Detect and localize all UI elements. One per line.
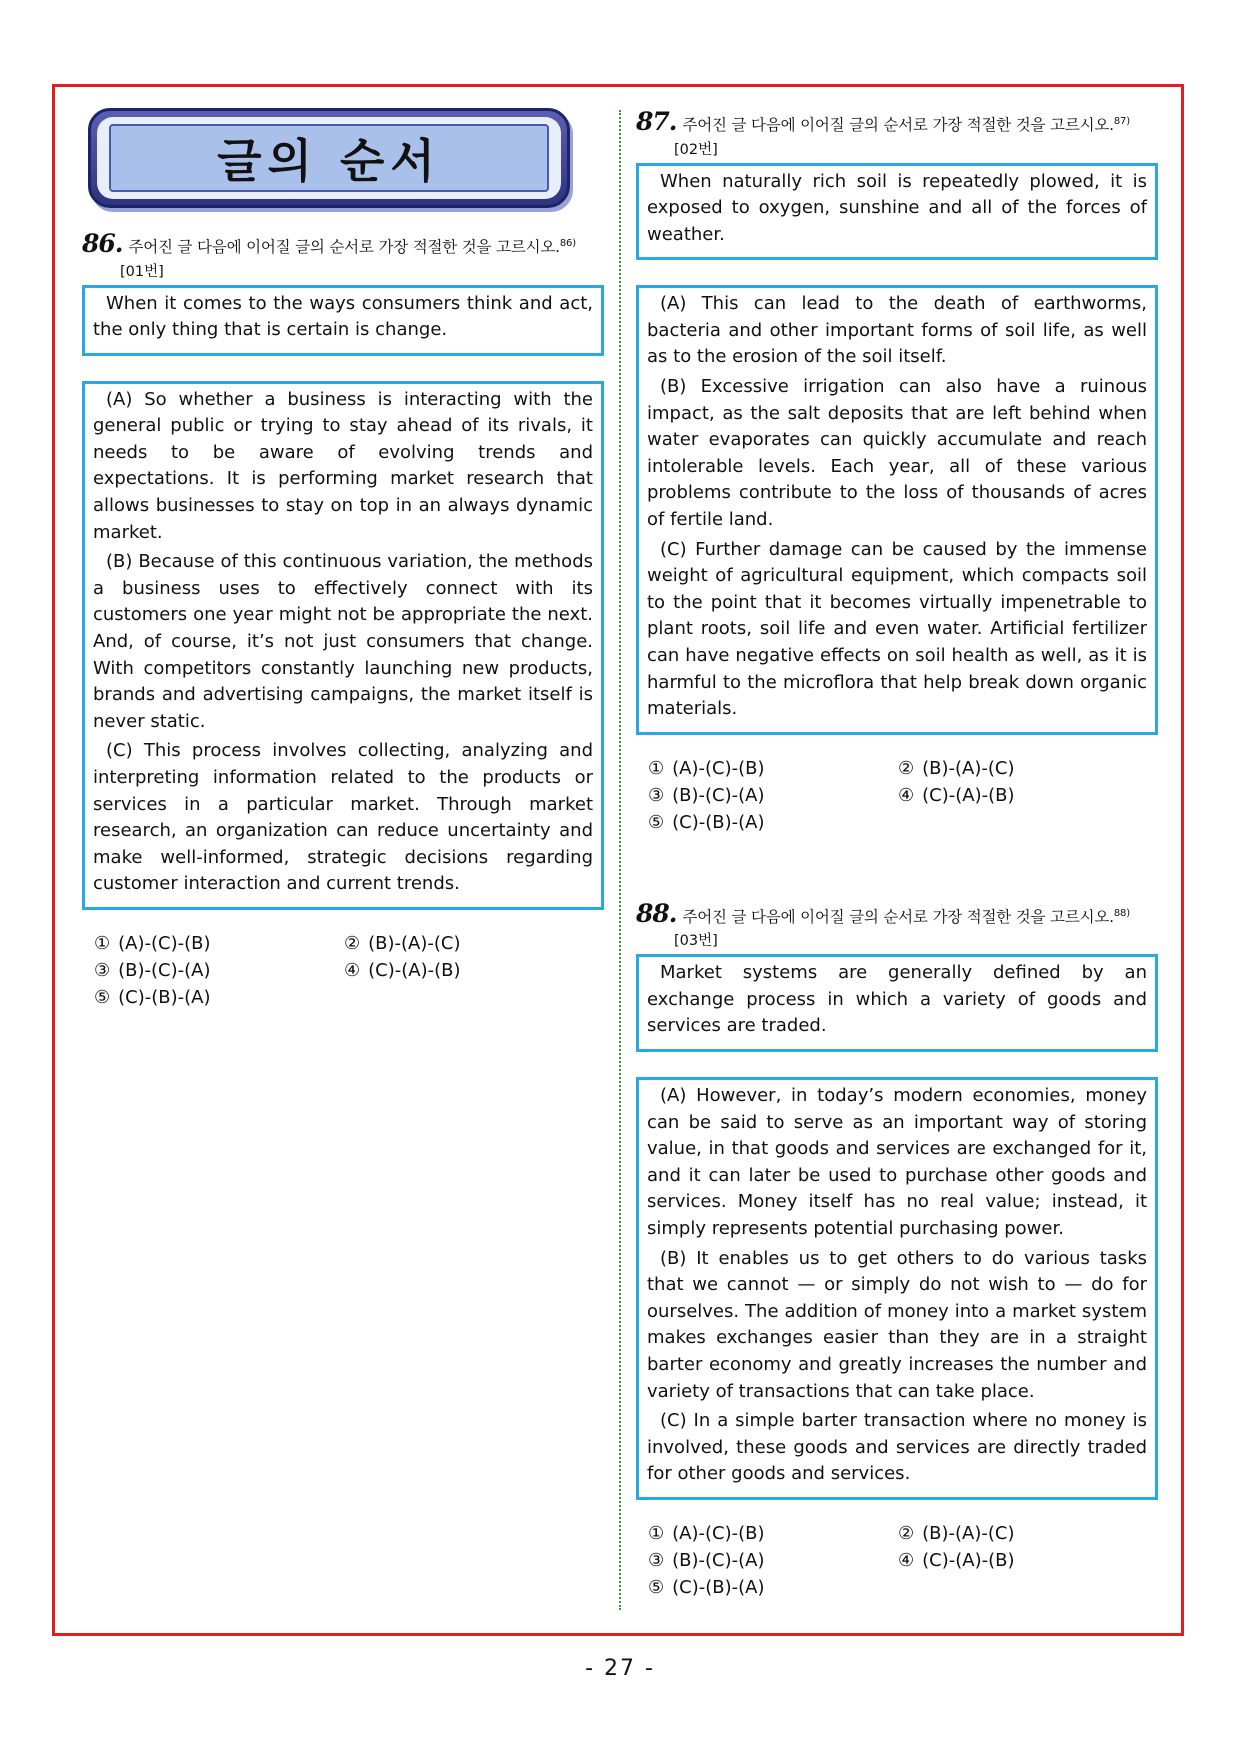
choice-5[interactable] <box>648 1574 898 1601</box>
choice-number: ⑤ <box>648 1576 665 1598</box>
column-divider <box>619 110 621 1610</box>
question-prompt <box>129 238 576 256</box>
footnote-ref: 88) <box>1113 907 1130 919</box>
question-header <box>636 900 1158 928</box>
choice-1[interactable] <box>648 755 898 782</box>
paragraph-c: (C) In a simple barter transaction where no money is involved, these goods and services are directly traded for other goods and services. <box>647 1410 1147 1485</box>
choice-text: (B)-(C)-(A) <box>672 1549 765 1571</box>
choice-number: ③ <box>94 959 111 981</box>
choice-number: ② <box>344 932 361 954</box>
choice-text: (A)-(C)-(B) <box>672 757 765 779</box>
choice-number: ③ <box>648 1549 665 1571</box>
choice-text: (C)-(A)-(B) <box>922 1549 1015 1571</box>
choice-number: ⑤ <box>94 986 111 1008</box>
choice-3[interactable] <box>648 782 898 809</box>
choice-number: ④ <box>344 959 361 981</box>
left-column <box>82 108 604 1011</box>
choice-5[interactable] <box>94 984 344 1011</box>
question-87 <box>636 108 1158 836</box>
answer-choices <box>636 1520 1158 1601</box>
prompt-text: 주어진 글 다음에 이어질 글의 순서로 가장 적절한 것을 고르시오. <box>682 907 1114 926</box>
given-text: Market systems are generally defined by an exchange process in which a variety of goods and services are traded. <box>647 962 1147 1037</box>
answer-choices <box>82 930 604 1011</box>
spacer <box>636 836 1158 900</box>
choice-text: (B)-(A)-(C) <box>922 1522 1015 1544</box>
choice-4[interactable] <box>344 957 594 984</box>
footnote-ref: 87) <box>1113 115 1130 127</box>
given-text-box <box>82 285 604 356</box>
choice-1[interactable] <box>648 1520 898 1547</box>
question-header <box>82 230 604 258</box>
choice-text: (C)-(B)-(A) <box>672 811 765 833</box>
page-number: - 27 - <box>585 1656 655 1681</box>
choice-number: ④ <box>898 1549 915 1571</box>
paragraphs-box <box>636 1077 1158 1500</box>
question-header <box>636 108 1158 136</box>
choice-4[interactable] <box>898 1547 1148 1574</box>
choice-number: ② <box>898 757 915 779</box>
given-text: When naturally rich soil is repeatedly plowed, it is exposed to oxygen, sunshine and all of the forces of weather. <box>647 170 1147 245</box>
section-title-inner <box>97 117 561 199</box>
choice-text: (B)-(A)-(C) <box>368 932 461 954</box>
question-prompt <box>683 116 1130 134</box>
choice-text: (A)-(C)-(B) <box>672 1522 765 1544</box>
paragraph-c: (C) This process involves collecting, analyzing and interpreting information related to the products or services in a particular market. Through market research, an organization can reduce uncertainty and make well-informed, strategic decisions regarding customer interaction and current trends. <box>93 740 593 895</box>
prompt-text: 주어진 글 다음에 이어질 글의 순서로 가장 적절한 것을 고르시오. <box>128 238 560 256</box>
choice-number: ① <box>648 1522 665 1544</box>
paragraph-a: (A) However, in today’s modern economies, money can be said to serve as an important way of storing value, in that goods and services are exchanged for it, and it can later be used to purchase other goods and services. Money itself has no real value; instead, it simply represents potential purchasing power. <box>647 1085 1147 1240</box>
choice-text: (B)-(C)-(A) <box>672 784 765 806</box>
paragraph-b: (B) Excessive irrigation can also have a ruinous impact, as the salt deposits that are left behind when water evaporates can quickly accumulate and reach intolerable levels. Each year, all of these various problems contribute to the loss of thousands of acres of fertile land. <box>647 376 1147 531</box>
choice-3[interactable] <box>94 957 344 984</box>
choice-2[interactable] <box>344 930 594 957</box>
paragraphs-box <box>82 381 604 910</box>
section-title-banner <box>88 108 570 208</box>
question-tag: [02번] <box>674 141 718 158</box>
paragraph-a: (A) This can lead to the death of earthworms, bacteria and other important forms of soil life, as well as to the erosion of the soil itself. <box>647 293 1147 368</box>
answer-choices <box>636 755 1158 836</box>
given-text-box <box>636 954 1158 1052</box>
prompt-text: 주어진 글 다음에 이어질 글의 순서로 가장 적절한 것을 고르시오. <box>682 116 1114 134</box>
choice-number: ① <box>648 757 665 779</box>
choice-number: ⑤ <box>648 811 665 833</box>
choice-text: (C)-(B)-(A) <box>672 1576 765 1598</box>
question-88 <box>636 900 1158 1601</box>
question-number: 86. <box>82 229 123 258</box>
choice-text: (B)-(C)-(A) <box>118 959 211 981</box>
choice-number: ① <box>94 932 111 954</box>
choice-text: (A)-(C)-(B) <box>118 932 211 954</box>
question-number: 88. <box>636 898 677 928</box>
choice-text: (C)-(A)-(B) <box>368 959 461 981</box>
choice-3[interactable] <box>648 1547 898 1574</box>
question-tag: [01번] <box>120 263 164 280</box>
given-text-box <box>636 163 1158 261</box>
choice-number: ② <box>898 1522 915 1544</box>
paragraph-a: (A) So whether a business is interacting with the general public or trying to stay ahead of its rivals, it needs to be aware of evolving trends and expectations. It is performing market research that allows businesses to stay on top in an always dynamic market. <box>93 388 593 543</box>
choice-2[interactable] <box>898 755 1148 782</box>
right-column <box>636 108 1158 1601</box>
choice-text: (B)-(A)-(C) <box>922 757 1015 779</box>
choice-2[interactable] <box>898 1520 1148 1547</box>
given-text: When it comes to the ways consumers think and act, the only thing that is certain is change. <box>93 292 593 341</box>
choice-text: (C)-(B)-(A) <box>118 986 211 1008</box>
question-86 <box>82 230 604 1011</box>
question-number: 87. <box>636 107 677 136</box>
paragraph-b: (B) Because of this continuous variation, the methods a business uses to effectively connect with its customers one year might not be appropriate the next. And, of course, it’s not just consumers that change. With competitors constantly launching new products, brands and advertising campaigns, the market itself is never static. <box>93 551 593 732</box>
choice-number: ④ <box>898 784 915 806</box>
choice-5[interactable] <box>648 809 898 836</box>
question-tag: [03번] <box>674 933 718 950</box>
choice-1[interactable] <box>94 930 344 957</box>
paragraph-c: (C) Further damage can be caused by the immense weight of agricultural equipment, which compacts soil to the point that it becomes virtually impenetrable to plant roots, soil life and even water. Artificial fertilizer can have negative effects on soil health as well, as it is harmful to the microflora that help break down organic materials. <box>647 538 1147 720</box>
choice-number: ③ <box>648 784 665 806</box>
question-prompt <box>683 908 1130 926</box>
choice-4[interactable] <box>898 782 1148 809</box>
choice-text: (C)-(A)-(B) <box>922 784 1015 806</box>
section-title: 글의 순서 <box>109 124 549 192</box>
footnote-ref: 86) <box>559 237 576 249</box>
paragraph-b: (B) It enables us to get others to do various tasks that we cannot — or simply do not wish to — do for ourselves. The addition of money into a market system makes exchanges easier than they are in a straight barter economy and greatly increases the number and variety of transactions that can take place. <box>647 1247 1147 1402</box>
paragraphs-box <box>636 285 1158 735</box>
